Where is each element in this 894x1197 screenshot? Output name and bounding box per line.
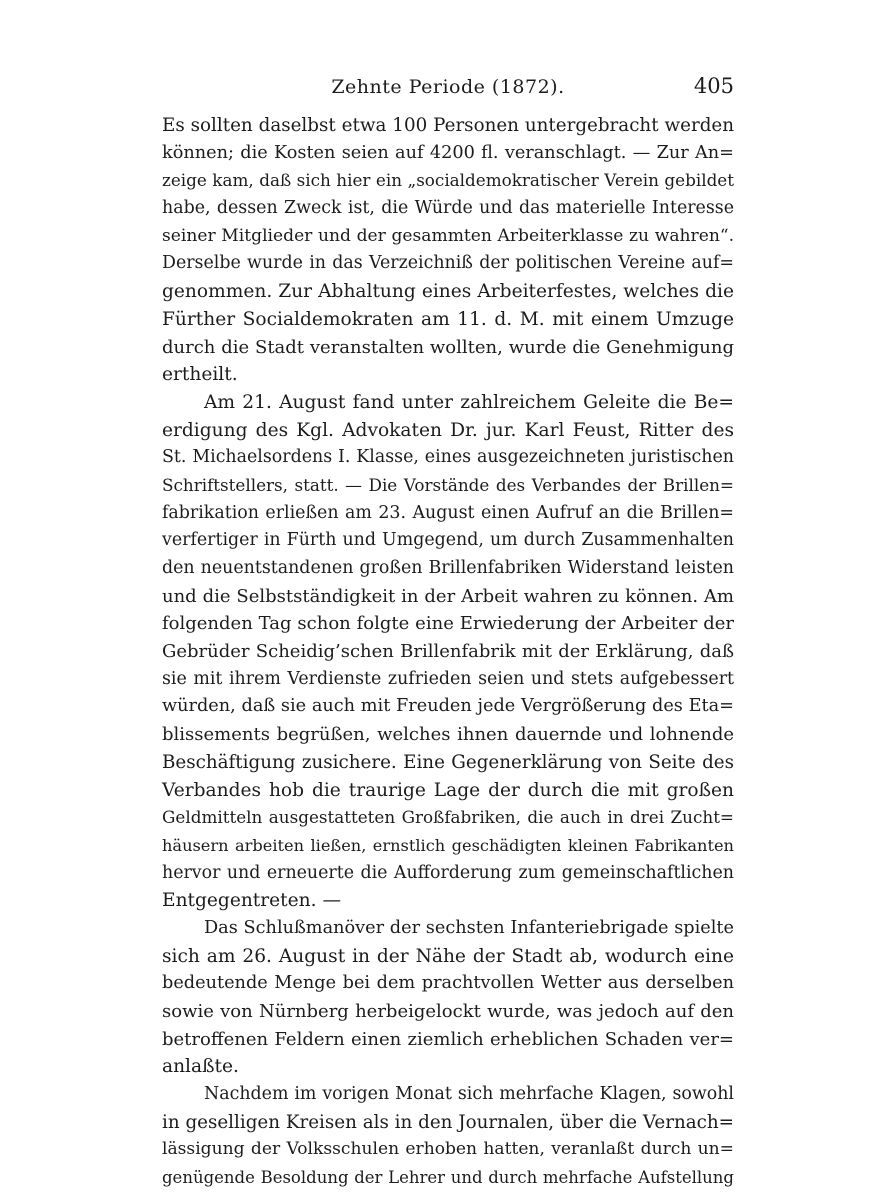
text-line: Verbandes hob die traurige Lage der durch die mit großen — [162, 779, 734, 801]
text-line: sowie von Nürnberg herbeigelockt wurde, was jedoch auf den — [162, 1001, 734, 1022]
text-line: blissements begrüßen, welches ihnen dauernde und lohnende — [162, 724, 734, 746]
text-line: verfertiger in Fürth und Umgegend, um durch Zusammenhalten — [162, 530, 734, 551]
text-line: Entgegentreten. — — [162, 890, 342, 912]
text-line: und die Selbstständigkeit in der Arbeit wahren zu können. Am — [162, 585, 734, 607]
body-text — [162, 112, 734, 1192]
text-line: sich am 26. August in der Nähe der Stadt ab, wodurch eine — [162, 945, 734, 967]
text-line: habe, dessen Zweck ist, die Würde und das materielle Interesse — [162, 198, 734, 219]
text-line: Es sollten daselbst etwa 100 Personen untergebracht werden — [162, 115, 734, 136]
text-line: hervor und erneuerte die Aufforderung zum gemeinschaftlichen — [162, 862, 734, 883]
text-line: erdigung des Kgl. Advokaten Dr. jur. Karl Feust, Ritter des — [162, 419, 734, 441]
page-number: 405 — [693, 74, 734, 98]
text-line: würden, daß sie auch mit Freuden jede Vergrößerung des Eta= — [162, 696, 734, 717]
text-line: folgenden Tag schon folgte eine Erwiederung der Arbeiter der — [162, 613, 734, 635]
text-line: häusern arbeiten ließen, ernstlich geschädigten kleinen Fabrikanten — [162, 835, 734, 855]
text-line: anlaßte. — [162, 1056, 239, 1078]
text-line: in geselligen Kreisen als in den Journalen, über die Vernach= — [162, 1111, 734, 1133]
text-line: Beschäftigung zusichere. Eine Gegenerklärung von Seite des — [162, 751, 734, 773]
text-line: genommen. Zur Abhaltung eines Arbeiterfestes, welches die — [162, 281, 734, 303]
text-line: Schriftstellers, statt. — Die Vorstände des Verbandes der Brillen= — [162, 474, 734, 495]
text-line: betroffenen Feldern einen ziemlich erheblichen Schaden ver= — [162, 1028, 734, 1050]
text-line: zeige kam, daß sich hier ein „socialdemokratischer Verein gebildet — [162, 170, 734, 191]
text-line: seiner Mitglieder und der gesammten Arbeiterklasse zu wahren“. — [162, 225, 734, 246]
page-header — [162, 72, 734, 106]
text-line: lässigung der Volksschulen erhoben hatten, veranlaßt durch un= — [162, 1139, 734, 1160]
text-line: den neuentstandenen großen Brillenfabriken Widerstand leisten — [162, 558, 734, 578]
text-line: fabrikation erließen am 23. August einen Aufruf an die Brillen= — [162, 502, 734, 523]
paragraph-first-line: Das Schlußmanöver der sechsten Infanteriebrigade spielte — [204, 917, 734, 938]
text-line: können; die Kosten seien auf 4200 fl. veranschlagt. — Zur An= — [162, 142, 734, 163]
text-line: sie mit ihrem Verdienste zufrieden seien und stets aufgebessert — [162, 668, 734, 689]
text-line: genügende Besoldung der Lehrer und durch mehrfache Aufstellung — [162, 1168, 734, 1188]
text-line: durch die Stadt veranstalten wollten, wurde die Genehmigung — [162, 336, 734, 358]
paragraph-first-line: Nachdem im vorigen Monat sich mehrfache Klagen, sowohl — [204, 1084, 734, 1105]
text-line: bedeutende Menge bei dem prachtvollen Wetter aus derselben — [162, 973, 734, 994]
text-line: Fürther Socialdemokraten am 11. d. M. mit einem Umzuge — [162, 308, 734, 330]
text-line: St. Michaelsordens I. Klasse, eines ausgezeichneten juristischen — [162, 447, 734, 468]
running-title: Zehnte Periode (1872). — [331, 76, 565, 98]
text-line: Derselbe wurde in das Verzeichniß der politischen Vereine auf= — [162, 253, 734, 274]
text-line: Gebrüder Scheidig’schen Brillenfabrik mit der Erklärung, daß — [162, 641, 734, 663]
paragraph-first-line: Am 21. August fand unter zahlreichem Geleite die Be= — [204, 391, 734, 413]
text-line: ertheilt. — [162, 364, 238, 386]
text-line: Geldmitteln ausgestatteten Großfabriken, die auch in drei Zucht= — [162, 807, 734, 828]
